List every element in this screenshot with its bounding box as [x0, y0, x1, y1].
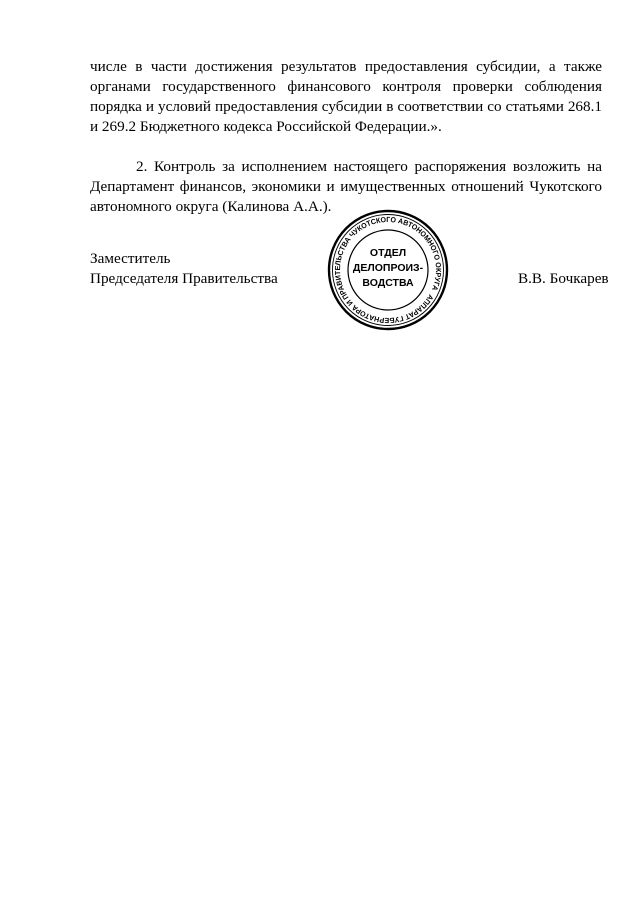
- position-line: Председателя Правительства: [90, 270, 278, 287]
- text-line: 2. Контроль за исполнением настоящего распоряжения возложить на: [136, 158, 602, 175]
- paragraph-continuation: [90, 57, 602, 137]
- stamp-center-line: ВОДСТВА: [362, 277, 414, 289]
- text-line: органами государственного финансового контроля проверки соблюдения: [90, 78, 602, 95]
- stamp-center-line: ДЕЛОПРОИЗ-: [352, 262, 424, 274]
- stamp-ring-text: АППАРАТ ГУБЕРНАТОРА И ПРАВИТЕЛЬСТВА ЧУКОТСКОГО АВТОНОМНОГО ОКРУГА: [332, 214, 444, 326]
- stamp-center-line: ОТДЕЛ: [369, 247, 407, 259]
- text-line: порядка и условий предоставления субсидии в соответствии со статьями 268.1: [90, 98, 602, 115]
- text-line: автономного округа (Калинова А.А.).: [90, 198, 332, 215]
- official-stamp: [327, 209, 449, 331]
- position-line: Заместитель: [90, 250, 171, 267]
- text-line: числе в части достижения результатов предоставления субсидии, а также: [90, 58, 602, 75]
- text-line: и 269.2 Бюджетного кодекса Российской Федерации.».: [90, 118, 442, 135]
- paragraph-control-clause: [90, 157, 602, 217]
- signatory-name: В.В. Бочкарев: [518, 270, 609, 287]
- text-line: Департамент финансов, экономики и имущественных отношений Чукотского: [90, 178, 602, 195]
- signatory-position: [90, 249, 278, 289]
